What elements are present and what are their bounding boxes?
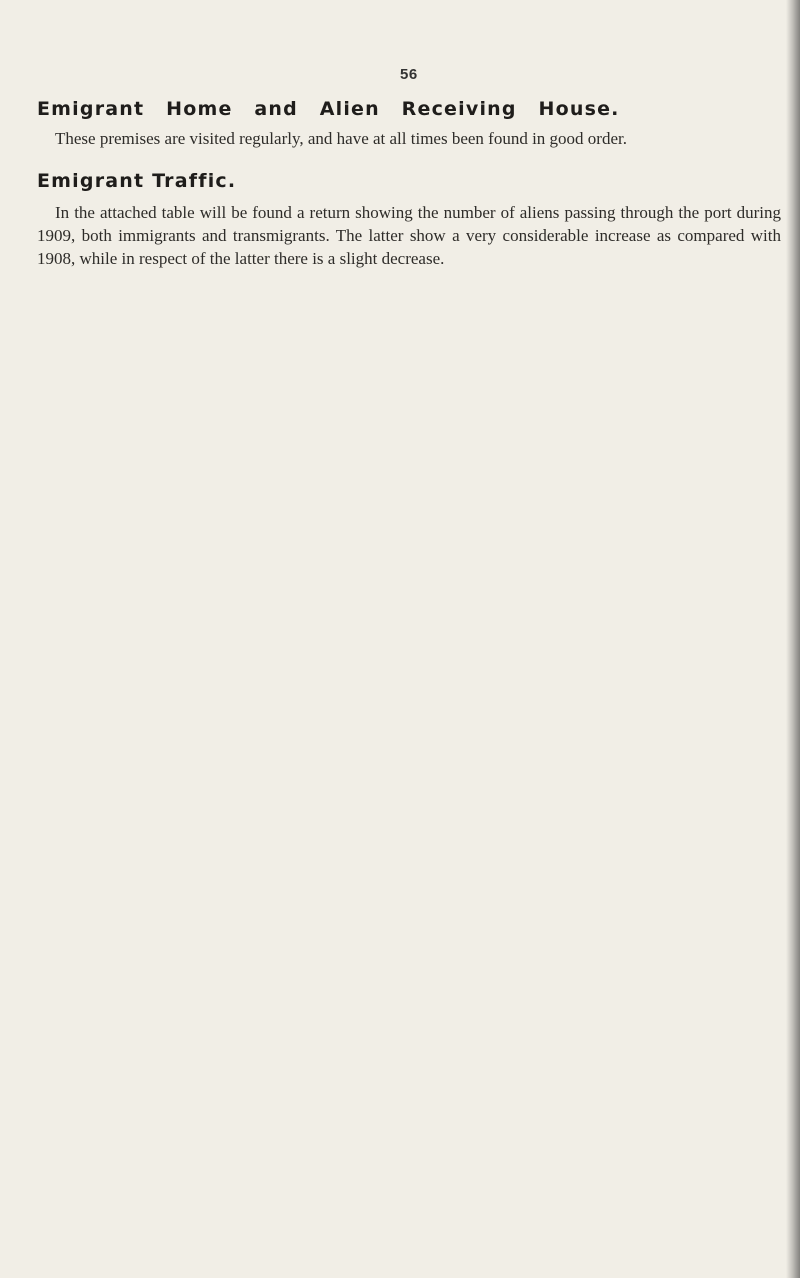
section-body-emigrant-traffic	[37, 201, 781, 270]
section-body-emigrant-traffic-text: In the attached table will be found a return showing the number of aliens passing through the port during 1909, both immigrants and transmigrants. The latter show a very considerable increase as compared with 1908, while in respect of the latter there is a slight decrease.	[37, 203, 781, 268]
page-edge-shadow	[786, 0, 800, 1278]
section-heading-emigrant-traffic: Emigrant Traffic.	[37, 170, 237, 192]
section-body-emigrant-home	[37, 127, 781, 150]
section-heading-emigrant-home: Emigrant Home and Alien Receiving House.	[37, 98, 620, 120]
document-content	[37, 98, 781, 270]
page-number: 56	[400, 66, 418, 83]
section-body-emigrant-home-text: These premises are visited regularly, and have at all times been found in good order.	[55, 129, 627, 148]
